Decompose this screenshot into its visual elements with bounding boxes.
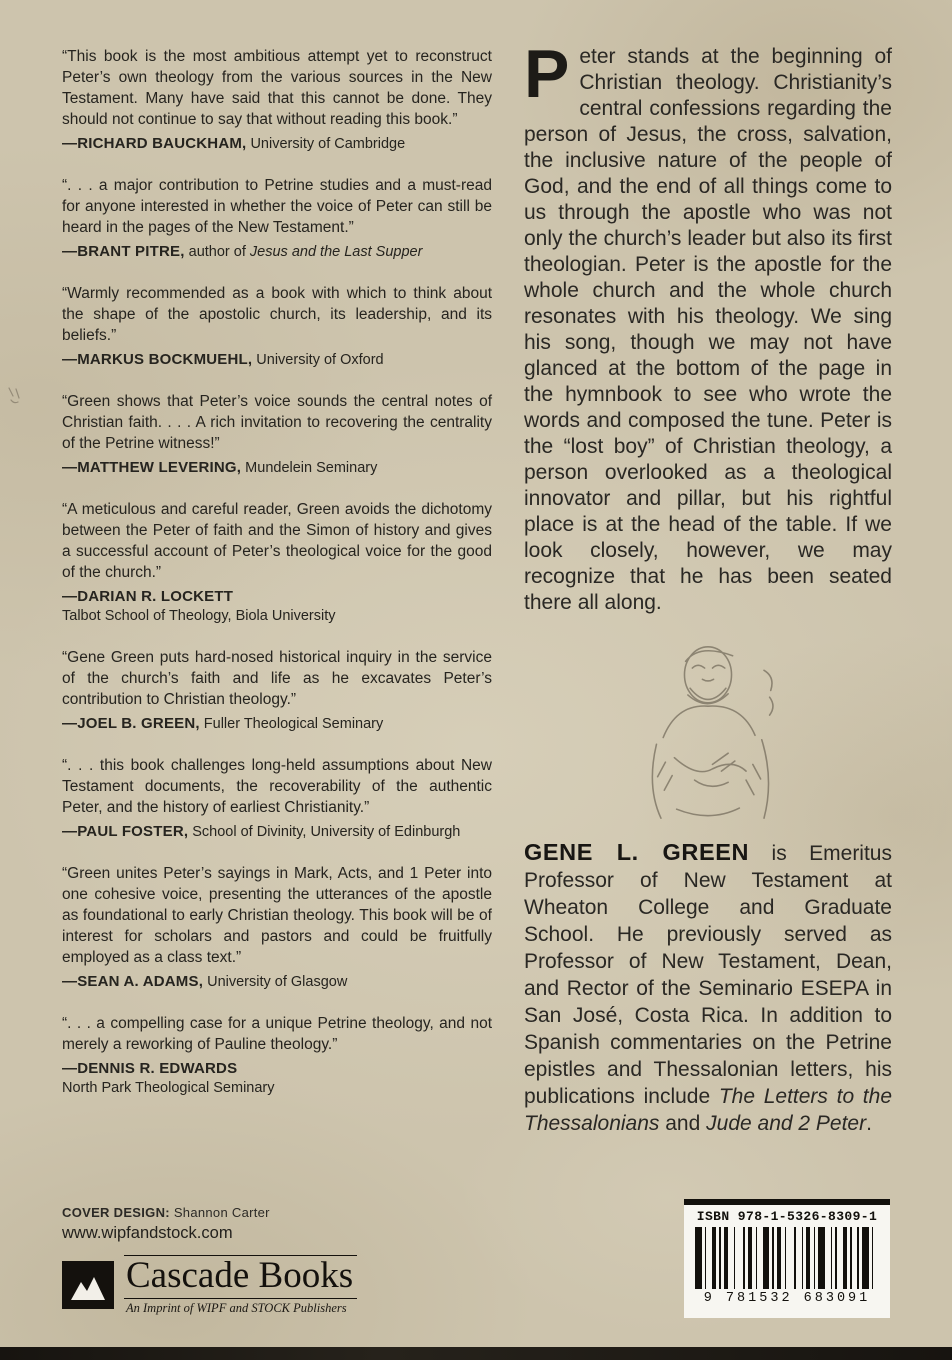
endorser-name: —BRANT PITRE, [62, 243, 185, 260]
endorser-affiliation: University of Cambridge [246, 136, 406, 152]
author-name: GENE L. GREEN [524, 839, 750, 865]
author-bio-text: . [866, 1112, 872, 1135]
endorsement [62, 1013, 492, 1098]
endorser-name: —MATTHEW LEVERING, [62, 459, 242, 476]
endorsement-attribution [62, 714, 492, 734]
cover-bottom-edge [0, 1347, 952, 1360]
publisher-website: www.wipfandstock.com [62, 1224, 233, 1242]
endorser-affiliation: North Park Theological Seminary [62, 1080, 275, 1096]
endorser-name: —RICHARD BAUCKHAM, [62, 135, 247, 152]
endorser-affiliation: University of Oxford [252, 352, 384, 368]
cover-design-credit [62, 1205, 492, 1220]
pencil-mark [6, 386, 22, 408]
endorsement [62, 863, 492, 992]
endorser-affiliation: School of Divinity, University of Edinburgh [188, 824, 461, 840]
endorsement [62, 175, 492, 262]
endorsement-quote: “A meticulous and careful reader, Green avoids the dichotomy between the Peter of faith and the Simon of history and gives a successful account of Peter’s theological voice for the good of the church.” [62, 501, 492, 581]
endorser-name: —MARKUS BOCKMUEHL, [62, 351, 253, 368]
publisher-logo-text [124, 1255, 357, 1316]
endorsement [62, 46, 492, 154]
endorsement-attribution [62, 822, 492, 842]
endorsement-quote: “Green unites Peter’s sayings in Mark, Acts, and 1 Peter into one cohesive voice, presenting the utterances of the apostle as foundational to early Christian theology. This book will be of interest for scholars and pastors and could be fruitfully employed as a class text.” [62, 865, 492, 966]
endorsement-attribution [62, 350, 492, 370]
endorsement-attribution [62, 242, 492, 262]
endorsement-quote: “. . . this book challenges long-held assumptions about New Testament documents, the recoverability of the authentic Peter, and the history of earliest Christianity.” [62, 757, 492, 816]
endorsement [62, 499, 492, 626]
endorser-name: —DENNIS R. EDWARDS [62, 1060, 238, 1077]
endorsement-quote: “Gene Green puts hard-nosed historical inquiry in the service of the church’s faith and life as he excavates Peter’s contribution to Christian theology.” [62, 649, 492, 708]
drop-cap: P [524, 36, 570, 112]
publisher-logo [62, 1255, 492, 1316]
excerpt-text: eter stands at the beginning of Christian theology. Christianity’s central confessions regarding the person of Jesus, the cross, salvation, the inclusive nature of the people of God, and the end of all things come to us through the apostle who was not only the church’s leader but also its first theologian. Peter is the apostle for the whole church and the whole church resonates with his theology. We sing his song, though we may not have glanced at the bottom of the page in the hymnbook to see who wrote the words and composed the tune. Peter is the “lost boy” of Christian theology, a person overlooked as a theological innovator and pillar, but his rightful place is at the head of the table. If we look closely, however, we may recognize that he has been seated there all along. [524, 45, 892, 614]
endorsement-attribution [62, 458, 492, 478]
endorsement-quote: “This book is the most ambitious attempt yet to reconstruct Peter’s own theology from the various sources in the New Testament. Many have said that this cannot be done. They should not continue to say that without reading this book.” [62, 48, 492, 128]
endorser-name: —JOEL B. GREEN, [62, 715, 200, 732]
endorsement [62, 755, 492, 842]
isbn-block [684, 1199, 890, 1318]
barcode-digits: 9 781532 683091 [703, 1291, 871, 1306]
description-column [524, 36, 892, 1137]
endorser-book-title: Jesus and the Last Supper [249, 244, 423, 260]
peter-sketch-illustration [524, 630, 892, 831]
endorsement-quote: “. . . a compelling case for a unique Petrine theology, and not merely a reworking of Pauline theology.” [62, 1015, 492, 1053]
endorsement [62, 647, 492, 734]
endorser-affiliation: Mundelein Seminary [241, 460, 378, 476]
endorsement [62, 391, 492, 478]
endorser-affiliation: Talbot School of Theology, Biola University [62, 608, 336, 624]
endorsement-attribution [62, 134, 492, 154]
endorser-affiliation: Fuller Theological Seminary [199, 716, 384, 732]
author-bio-text: and [659, 1112, 707, 1135]
author-bio-text: is Emeritus Professor of New Testament at Wheaton College and Graduate School. He previously served as Professor of New Testament, Dean, and Rector of the Seminario ESEPA in San José, Costa Rica. In addition to Spanish commentaries on the Petrine epistles and Thessalonian letters, his publications include [524, 842, 892, 1108]
endorser-affiliation: author of [184, 244, 250, 260]
endorsement-quote: “Warmly recommended as a book with which to think about the shape of the apostolic church, its leadership, and its beliefs.” [62, 285, 492, 344]
endorser-name: —SEAN A. ADAMS, [62, 973, 204, 990]
endorsement-attribution [62, 587, 492, 626]
endorsement-attribution [62, 972, 492, 992]
publisher-footer [62, 1205, 492, 1316]
endorser-name: —DARIAN R. LOCKETT [62, 588, 234, 605]
cover-design-label: COVER DESIGN: [62, 1205, 170, 1220]
endorsements-column [62, 46, 492, 1119]
author-bio [524, 839, 892, 1137]
endorser-affiliation: University of Glasgow [203, 974, 348, 990]
cover-design-name: Shannon Carter [169, 1205, 270, 1220]
publisher-name: Cascade Books [124, 1255, 357, 1299]
endorsement-quote: “. . . a major contribution to Petrine studies and a must-read for anyone interested in whether the voice of Peter can still be heard in the pages of the New Testament.” [62, 177, 492, 236]
book-title: The Letters to the Thessalonians [524, 1085, 892, 1135]
cascade-mountain-icon [62, 1261, 114, 1309]
publisher-imprint: An Imprint of WIPF and STOCK Publishers [126, 1300, 347, 1315]
isbn-top-bar [684, 1199, 890, 1205]
endorsement [62, 283, 492, 370]
isbn-number: ISBN 978-1-5326-8309-1 [696, 1209, 878, 1224]
endorsement-quote: “Green shows that Peter’s voice sounds the central notes of Christian faith. . . . A rich invitation to recovering the centrality of the Petrine witness!” [62, 393, 492, 452]
endorsement-attribution [62, 1059, 492, 1098]
book-excerpt [524, 36, 892, 616]
endorser-name: —PAUL FOSTER, [62, 823, 189, 840]
book-title: Jude and 2 Peter [706, 1112, 867, 1135]
barcode-bars [695, 1227, 879, 1289]
